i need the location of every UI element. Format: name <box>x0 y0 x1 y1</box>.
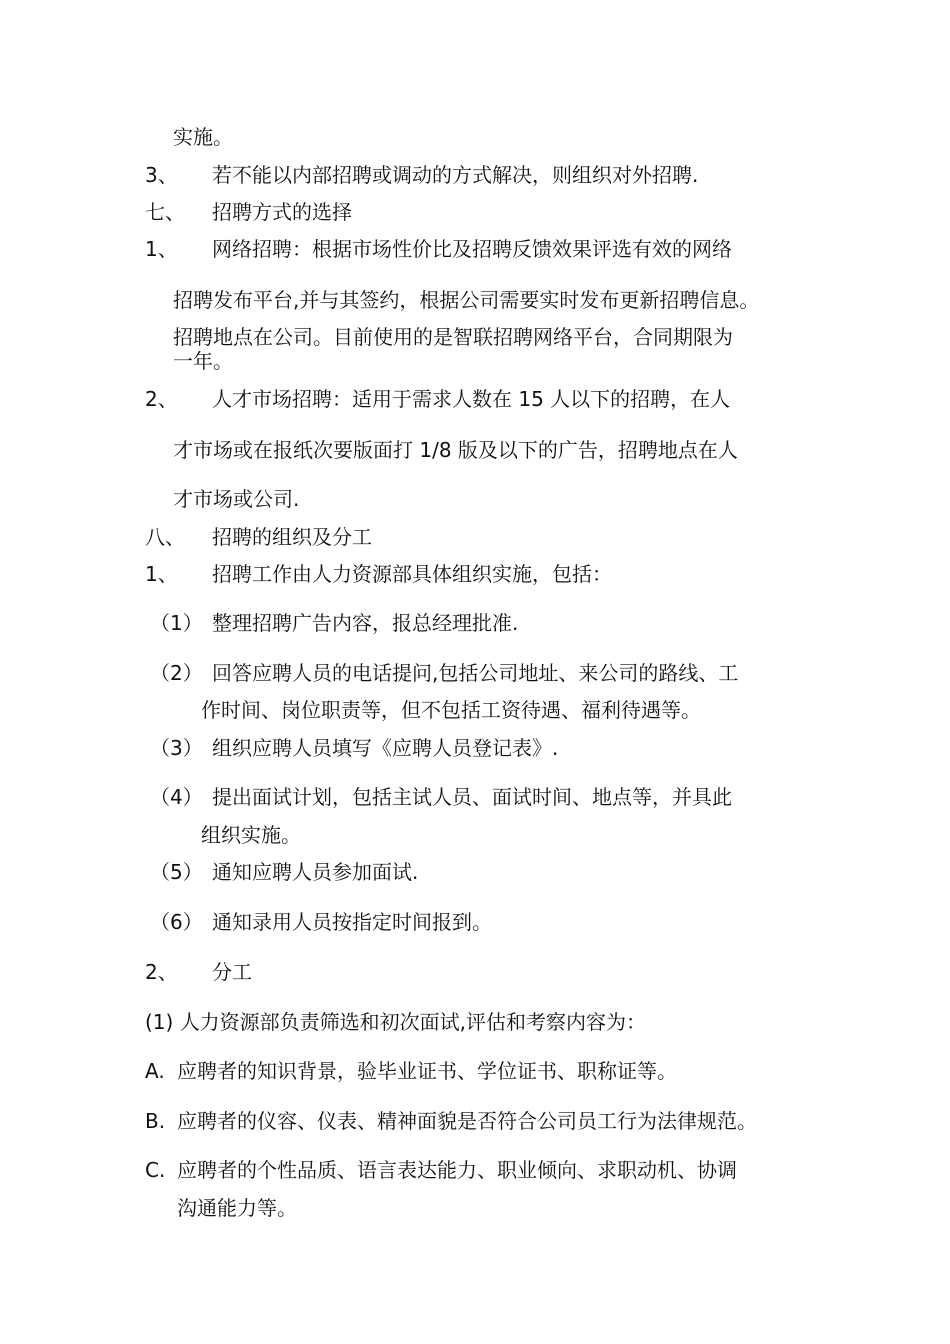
body-text-line: 作时间、岗位职责等，但不包括工资待遇、福利待遇等。 <box>201 698 701 722</box>
item-letter: B. <box>145 1109 166 1133</box>
body-text-line: 若不能以内部招聘或调动的方式解决，则组织对外招聘. <box>212 163 699 187</box>
item-number: 1、 <box>145 562 178 586</box>
body-text-line: 应聘者的知识背景，验毕业证书、学位证书、职称证等。 <box>177 1059 677 1083</box>
item-number: （4） <box>150 785 203 809</box>
body-text-line: 组织实施。 <box>201 823 301 847</box>
body-text-line: 通知录用人员按指定时间报到。 <box>212 910 492 934</box>
section-number: 七、 <box>145 200 185 224</box>
body-text-line: 招聘地点在公司。目前使用的是智联招聘网络平台，合同期限为 <box>173 325 733 349</box>
body-text-line: 应聘者的仪容、仪表、精神面貌是否符合公司员工行为法律规范。 <box>177 1109 757 1133</box>
section-heading: 招聘的组织及分工 <box>212 525 372 549</box>
body-text-line: 组织应聘人员填写《应聘人员登记表》. <box>212 736 559 760</box>
body-text-line: 分工 <box>212 960 252 984</box>
item-number: 2、 <box>145 960 178 984</box>
body-text-line: 招聘发布平台,并与其签约，根据公司需要实时发布更新招聘信息。 <box>173 288 760 312</box>
body-text-line: 整理招聘广告内容，报总经理批准. <box>212 611 519 635</box>
item-number: 1、 <box>145 237 178 261</box>
item-number: （2） <box>150 661 203 685</box>
body-text-line: 沟通能力等。 <box>177 1196 297 1220</box>
section-heading: 招聘方式的选择 <box>212 200 352 224</box>
item-number: （1） <box>150 611 203 635</box>
item-number: （3） <box>150 736 203 760</box>
item-number: 3、 <box>145 163 178 187</box>
body-text-line: 人才市场招聘：适用于需求人数在 15 人以下的招聘，在人 <box>212 387 731 411</box>
section-number: 八、 <box>145 525 185 549</box>
body-text-line: 回答应聘人员的电话提问,包括公司地址、来公司的路线、工 <box>212 661 739 685</box>
body-text-line: 应聘者的个性品质、语言表达能力、职业倾向、求职动机、协调 <box>177 1158 737 1182</box>
body-text-line: 网络招聘：根据市场性价比及招聘反馈效果评选有效的网络 <box>212 237 732 261</box>
item-letter: C. <box>145 1158 166 1182</box>
body-text-line: 招聘工作由人力资源部具体组织实施，包括： <box>212 562 612 586</box>
body-text-line: 一年。 <box>173 349 233 373</box>
body-text-line: 才市场或在报纸次要版面打 1/8 版及以下的广告，招聘地点在人 <box>173 438 738 462</box>
body-text-line: (1) 人力资源部负责筛选和初次面试,评估和考察内容为： <box>145 1010 647 1034</box>
body-text-line: 通知应聘人员参加面试. <box>212 860 419 884</box>
body-text-line: 提出面试计划，包括主试人员、面试时间、地点等，并具此 <box>212 785 732 809</box>
item-number: （5） <box>150 860 203 884</box>
item-number: 2、 <box>145 387 178 411</box>
item-number: （6） <box>150 910 203 934</box>
body-text-line: 实施。 <box>173 125 233 149</box>
item-letter: A. <box>145 1059 165 1083</box>
body-text-line: 才市场或公司. <box>173 487 300 511</box>
